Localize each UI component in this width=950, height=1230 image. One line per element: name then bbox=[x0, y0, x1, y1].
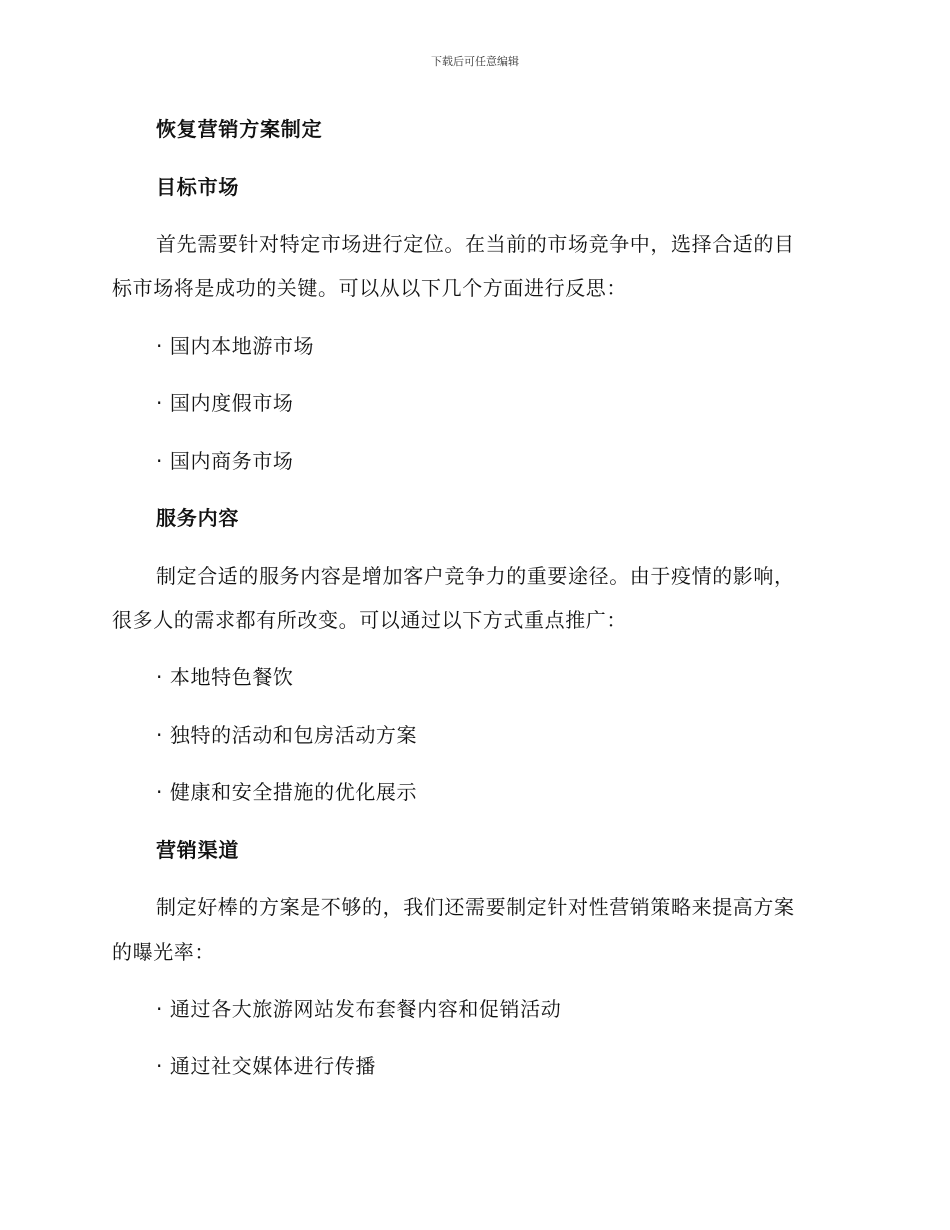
section-heading-marketing-channels: 营销渠道 bbox=[156, 838, 240, 862]
bullet-item: · 健康和安全措施的优化展示 bbox=[156, 780, 418, 804]
bullet-item: · 国内商务市场 bbox=[156, 449, 294, 473]
bullet-item: · 国内本地游市场 bbox=[156, 334, 315, 358]
header-watermark: 下载后可任意编辑 bbox=[431, 55, 519, 68]
paragraph-line: 首先需要针对特定市场进行定位。在当前的市场竞争中，选择合适的目 bbox=[156, 232, 795, 256]
bullet-item: · 本地特色餐饮 bbox=[156, 665, 294, 689]
document-title: 恢复营销方案制定 bbox=[156, 117, 323, 141]
bullet-item: · 国内度假市场 bbox=[156, 391, 294, 415]
bullet-item: · 独特的活动和包房活动方案 bbox=[156, 723, 418, 747]
paragraph-line: 制定好棒的方案是不够的，我们还需要制定针对性营销策略来提高方案 bbox=[156, 895, 795, 919]
section-heading-target-market: 目标市场 bbox=[156, 175, 240, 199]
paragraph-line: 很多人的需求都有所改变。可以通过以下方式重点推广： bbox=[112, 608, 627, 632]
section-heading-service-content: 服务内容 bbox=[156, 506, 240, 530]
bullet-item: · 通过社交媒体进行传播 bbox=[156, 1054, 376, 1078]
paragraph-line: 制定合适的服务内容是增加客户竞争力的重要途径。由于疫情的影响， bbox=[156, 564, 795, 588]
paragraph-line: 标市场将是成功的关键。可以从以下几个方面进行反思： bbox=[112, 276, 627, 300]
bullet-item: · 通过各大旅游网站发布套餐内容和促销活动 bbox=[156, 997, 562, 1021]
paragraph-line: 的曝光率： bbox=[112, 940, 215, 964]
